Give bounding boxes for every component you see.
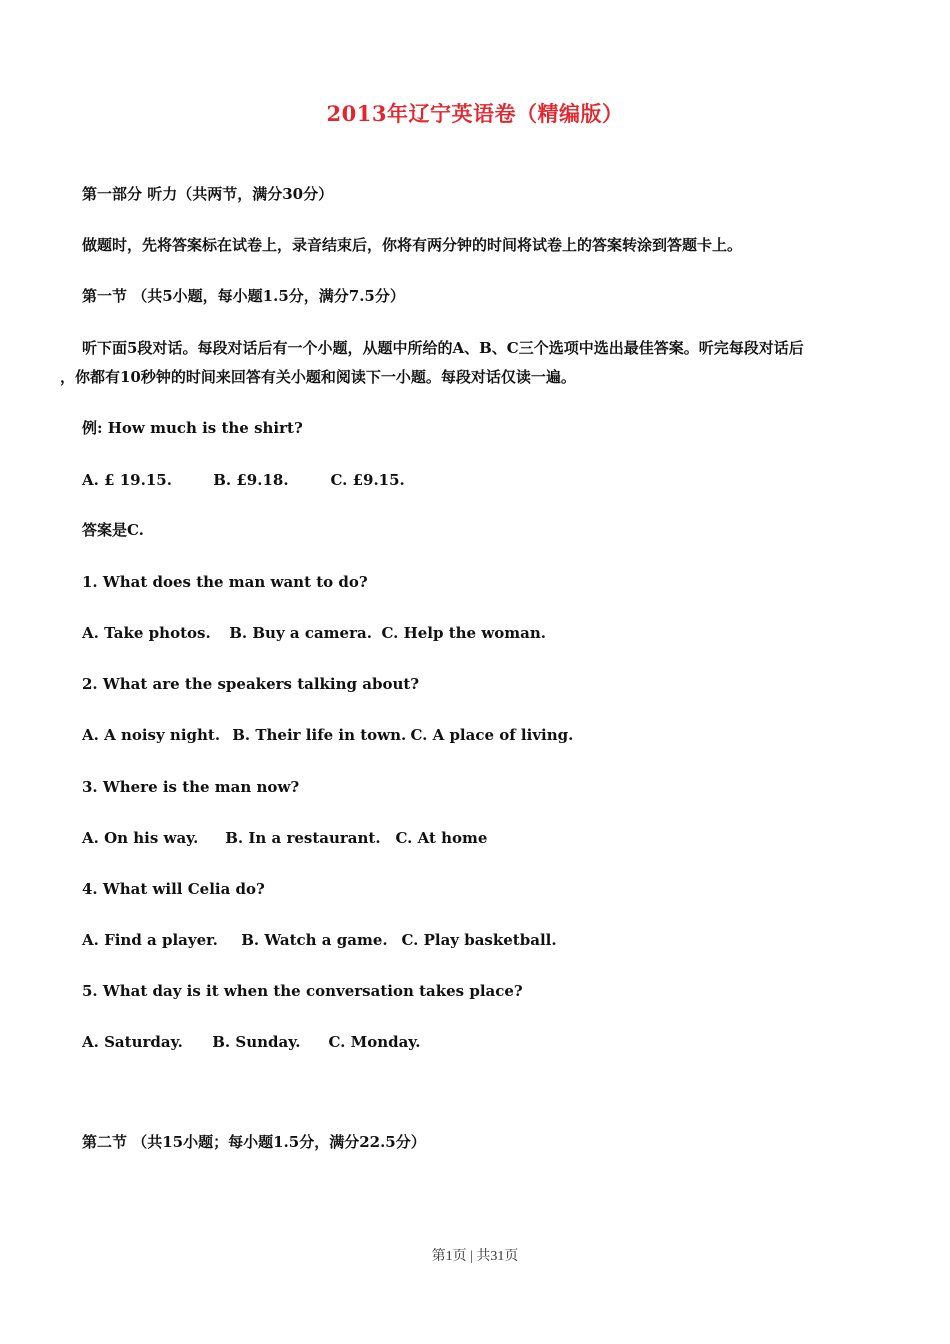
question-2-options: [82, 725, 573, 745]
question-3-option-b: B. In a restaurant.: [225, 829, 381, 847]
example-question: 例: How much is the shirt?: [82, 419, 303, 437]
question-5-options: [82, 1032, 421, 1052]
question-4-option-a: A. Find a player.: [82, 931, 218, 949]
part1-heading: 第一部分 听力（共两节，满分30分）: [82, 185, 334, 203]
question-1: 1. What does the man want to do?: [82, 573, 368, 591]
question-4-options: [82, 930, 557, 950]
question-4-option-c: C. Play basketball.: [401, 931, 557, 949]
document-title: 2013年辽宁英语卷（精编版）: [326, 101, 624, 126]
question-2-option-c: C. A place of living.: [410, 726, 574, 744]
question-3-option-a: A. On his way.: [82, 829, 199, 847]
question-1-option-b: B. Buy a camera.: [229, 624, 372, 642]
question-3: 3. Where is the man now?: [82, 778, 300, 796]
example-option-a: A. £ 19.15.: [82, 471, 172, 489]
question-2-option-b: B. Their life in town.: [232, 726, 407, 744]
example-option-b: B. £9.18.: [213, 471, 289, 489]
question-2-option-a: A. A noisy night.: [82, 726, 221, 744]
example-answer: 答案是C.: [82, 521, 144, 539]
example-option-c: C. £9.15.: [330, 471, 405, 489]
section1-heading: 第一节 （共5小题，每小题1.5分，满分7.5分）: [82, 287, 405, 305]
question-1-option-c: C. Help the woman.: [381, 624, 546, 642]
question-1-option-a: A. Take photos.: [82, 624, 211, 642]
instructions: 做题时，先将答案标在试卷上，录音结束后，你将有两分钟的时间将试卷上的答案转涂到答题卡上。: [82, 236, 743, 254]
question-4: 4. What will Celia do?: [82, 880, 265, 898]
question-4-option-b: B. Watch a game.: [241, 931, 388, 949]
page-footer: 第1页 | 共31页: [431, 1249, 519, 1264]
question-5-option-c: C. Monday.: [328, 1033, 421, 1051]
question-5-option-b: B. Sunday.: [212, 1033, 301, 1051]
question-3-option-c: C. At home: [395, 829, 488, 847]
question-3-options: [82, 828, 487, 848]
section1-directions-line1: 听下面5段对话。每段对话后有一个小题，从题中所给的A、B、C三个选项中选出最佳答案。听完每段对话后: [82, 339, 804, 357]
section1-directions-line2: ，你都有10秒钟的时间来回答有关小题和阅读下一小题。每段对话仅读一遍。: [60, 368, 576, 386]
section2-heading: 第二节 （共15小题；每小题1.5分，满分22.5分）: [82, 1133, 426, 1151]
example-options: [82, 470, 405, 490]
question-5: 5. What day is it when the conversation takes place?: [82, 982, 523, 1000]
question-5-option-a: A. Saturday.: [82, 1033, 183, 1051]
question-2: 2. What are the speakers talking about?: [82, 675, 420, 693]
question-1-options: [82, 623, 546, 643]
